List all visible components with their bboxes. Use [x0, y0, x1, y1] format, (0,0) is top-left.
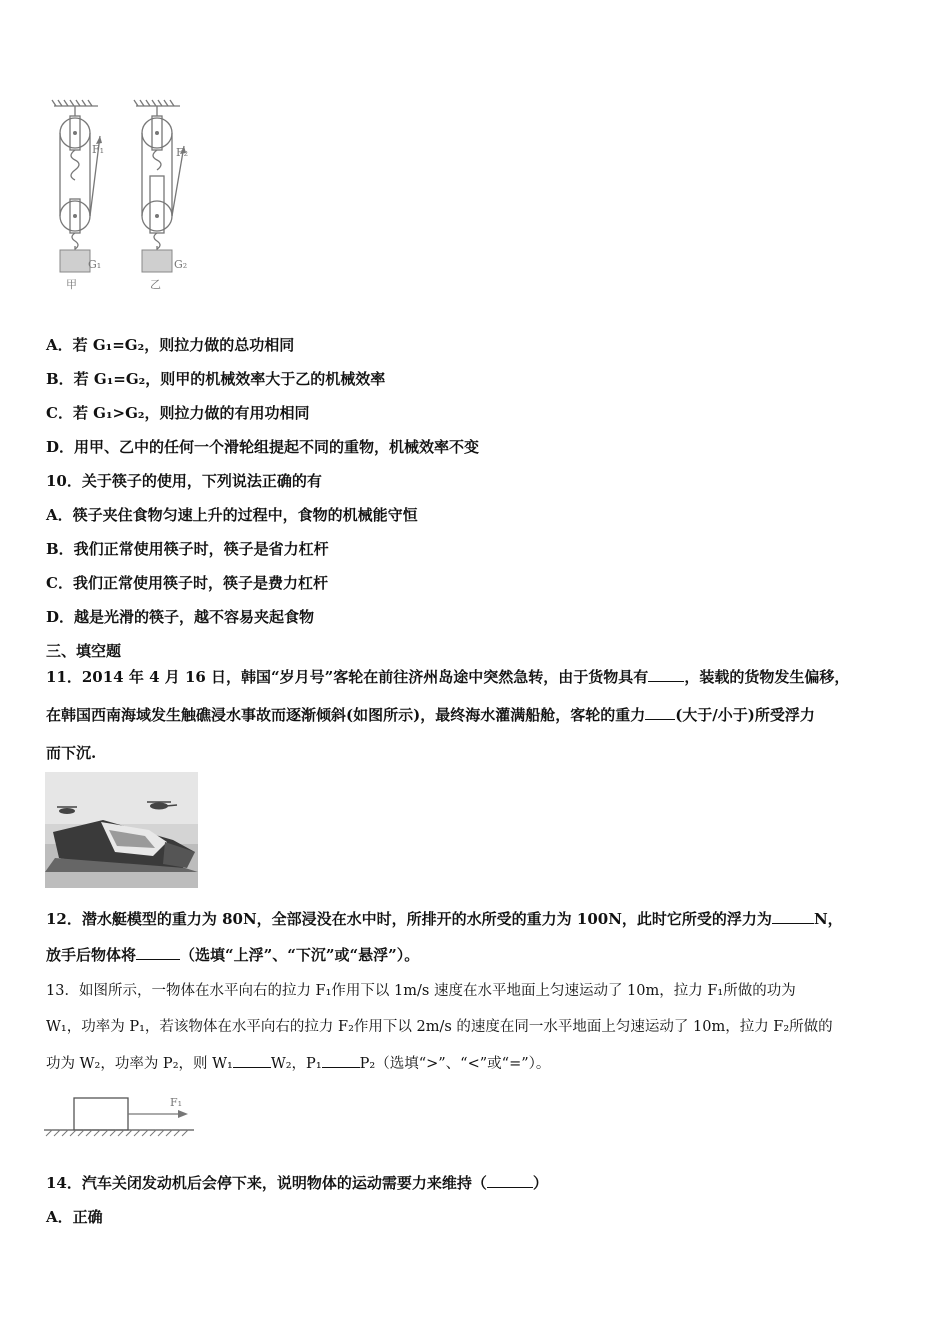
q12-line1-text-b: N，: [813, 910, 843, 928]
q14-blank[interactable]: [487, 1173, 533, 1188]
caption-yi: 乙: [150, 278, 161, 291]
q9-option-b: B．若 G₁=G₂，则甲的机械效率大于乙的机械效率: [46, 370, 386, 388]
q11-line1-text-b: ，装载的货物发生偏移，: [684, 668, 850, 686]
pulley-figure: [40, 96, 210, 296]
q11-line2: [46, 704, 815, 726]
q13-line3-text-a: 功为 W₂，功率为 P₂，则 W₁: [46, 1056, 233, 1072]
force-label-f1-block: F₁: [170, 1096, 183, 1109]
q12-line2-text-a: 放手后物体将: [46, 946, 137, 964]
section-title: 三、填空题: [46, 642, 122, 660]
q14-option-a: A．正确: [46, 1208, 103, 1226]
q10-option-d: D．越是光滑的筷子，越不容易夹起食物: [46, 608, 315, 626]
q13-blank-2[interactable]: [322, 1053, 360, 1068]
q9-option-a: A．若 G₁=G₂，则拉力做的总功相同: [46, 336, 295, 354]
q10-option-a: A．筷子夹住食物匀速上升的过程中，食物的机械能守恒: [46, 506, 418, 524]
q13-line1: 13．如图所示，一物体在水平向右的拉力 F₁作用下以 1m/s 速度在水平地面上匀速运动了 10m，拉力 F₁所做的功为: [46, 983, 796, 999]
q14-stem-text-a: 14．汽车关闭发动机后会停下来，说明物体的运动需要力来维持（: [46, 1174, 487, 1192]
sinking-ship-photo: [45, 772, 198, 888]
q13-line3-text-b: W₂，P₁: [270, 1056, 322, 1072]
q12-line1-text-a: 12．潜水艇模型的重力为 80N，全部浸没在水中时，所排开的水所受的重力为 100N，此时它所受的浮力为: [46, 910, 772, 928]
q14-stem: [46, 1172, 548, 1194]
q11-line1-text-a: 11．2014 年 4 月 16 日，韩国“岁月号”客轮在前往济州岛途中突然急转，由于货物具有: [46, 668, 649, 686]
caption-jia: 甲: [66, 278, 77, 291]
force-label-f1: F₁: [92, 143, 105, 156]
q11-line1: [46, 666, 849, 688]
q13-line3: [46, 1053, 550, 1075]
weight-label-g2: G₂: [174, 258, 188, 271]
q12-blank-2[interactable]: [136, 945, 180, 960]
q12-line2-text-b: （选填“上浮”、“下沉”或“悬浮”）。: [180, 946, 420, 964]
q9-option-d: D．用甲、乙中的任何一个滑轮组提起不同的重物，机械效率不变: [46, 438, 480, 456]
q12-blank-1[interactable]: [772, 909, 814, 924]
q12-line2: [46, 944, 419, 966]
q11-line2-text-a: 在韩国西南海域发生触礁浸水事故而逐渐倾斜(如图所示)，最终海水灌满船舱，客轮的重力: [46, 706, 646, 724]
q11-blank-2[interactable]: [645, 705, 675, 720]
q14-stem-text-b: ）: [532, 1174, 548, 1192]
q10-option-b: B．我们正常使用筷子时，筷子是省力杠杆: [46, 540, 329, 558]
q13-blank-1[interactable]: [233, 1053, 271, 1068]
force-label-f2: F₂: [176, 146, 189, 159]
q11-line3: 而下沉.: [46, 744, 97, 762]
weight-label-g1: G₁: [88, 258, 102, 271]
q13-line3-text-c: P₂（选填“>”、“<”或“=”）。: [359, 1056, 551, 1072]
block-force-figure: [44, 1092, 204, 1142]
q11-line2-text-b: (大于/小于)所受浮力: [675, 706, 815, 724]
q9-option-c: C．若 G₁>G₂，则拉力做的有用功相同: [46, 404, 310, 422]
q13-line2: W₁，功率为 P₁，若该物体在水平向右的拉力 F₂作用下以 2m/s 的速度在同一水平地面上匀速运动了 10m，拉力 F₂所做的: [46, 1019, 833, 1035]
q10-stem: 10．关于筷子的使用，下列说法正确的有: [46, 472, 322, 490]
q11-blank-1[interactable]: [648, 667, 684, 682]
q12-line1: [46, 908, 843, 930]
q10-option-c: C．我们正常使用筷子时，筷子是费力杠杆: [46, 574, 328, 592]
